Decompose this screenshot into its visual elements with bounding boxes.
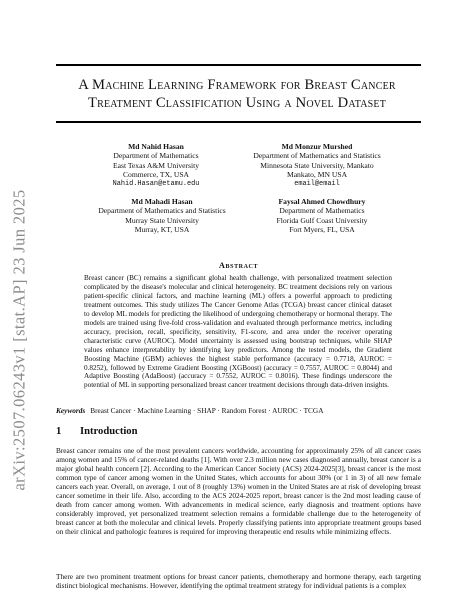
arxiv-identifier-stamp [2, 150, 38, 530]
author-affiliation-line: Murray State University [125, 215, 199, 225]
body-paragraph-2: There are two prominent treatment options for breast cancer patients, chemotherapy and hormone therapy, each targeting distinct biological mechanisms. However, identifying the optimal treatment strategy for individual patients is a complex [56, 572, 421, 591]
abstract-heading: Abstract [218, 261, 259, 270]
author-block-3 [77, 197, 247, 235]
section-number: 1 [56, 426, 62, 437]
arxiv-stamp-text: arXiv:2507.06243v1 [stat.AP] 23 Jun 2025 [10, 189, 30, 491]
keywords-label: Keywords [56, 406, 86, 415]
author-block-1 [71, 142, 241, 189]
body-paragraph-1: Breast cancer remains one of the most prevalent cancers worldwide, accounting for approximately 25% of all cancer cases among women and 15% of cancer-related deaths [1]. With over 2.3 million new cases diagnosed annually, breast cancer is a major global health concern [2]. According to the American Cancer Society (ACS) 2024-2025[3], breast cancer is the most common type of cancer among women in the United States, which accounts for about 30% (or 1 in 3) of all new female cancers each year. Overall, on average, 1 out of 8 (roughly 13%) women in the United States are at risk of developing breast cancer sometime in their life. Also, according to the ACS 2024-2025 report, breast cancer is the 2nd most leading cause of death from cancer among women. With advancements in medical science, early diagnosis and treatment options have considerably improved, yet personalized treatment selection remains a formidable challenge due to the heterogeneity of breast cancer at both the molecular and clinical levels. Properly classifying patients into appropriate treatment groups based on their clinical and pathologic features is required for improving therapeutic end results while minimizing effects. [56, 446, 421, 537]
author-affiliation-line: Department of Mathematics [279, 206, 365, 216]
author-affiliation-line: Department of Mathematics [113, 151, 199, 161]
keywords-line [56, 406, 421, 415]
title-line-1: A Machine Learning Framework for Breast Cancer [78, 77, 396, 93]
author-block-4 [237, 197, 407, 235]
author-affiliation-line: Department of Mathematics and Statistics [98, 206, 226, 216]
author-affiliation-line: Department of Mathematics and Statistics [253, 151, 381, 161]
title-top-rule [56, 64, 421, 66]
title-bottom-rule [56, 121, 421, 123]
section-title: Introduction [80, 426, 138, 437]
keywords-text: Breast Cancer · Machine Learning · SHAP · Random Forest · AUROC · TCGA [90, 406, 324, 415]
author-name: Faysal Ahmed Chowdhury [278, 197, 366, 206]
author-name: Md Monzur Murshed [281, 142, 353, 151]
abstract-text: Breast cancer (BC) remains a significant global health challenge, with personalized treatment selection complicated by the disease's molecular and clinical heterogeneity. BC treatment decisions rely on various patient-specific clinical factors, and machine learning (ML) offers a powerful approach to predicting treatment outcomes. This study utilizes The Cancer Genome Atlas (TCGA) breast cancer clinical dataset to develop ML models for predicting the likelihood of undergoing chemotherapy or hormonal therapy. The models are trained using five-fold cross-validation and evaluated through performance metrics, including accuracy, precision, recall, specificity, sensitivity, F1-score, and area under the receiver operating characteristic curve (AUROC). Model uncertainty is assessed using bootstrap techniques, while SHAP values enhance interpretability by identifying key predictors. Among the tested models, the Gradient Boosting Machine (GBM) achieves the highest stable performance (accuracy = 0.7718, AUROC = 0.8252), followed by Extreme Gradient Boosting (XGBoost) (accuracy = 0.7557, AUROC = 0.8044) and Adaptive Boosting (AdaBoost) (accuracy = 0.7552, AUROC = 0.8016). These findings underscore the potential of ML in supporting personalized breast cancer treatment decisions through data-driven insights. [84, 274, 392, 390]
author-name: Md Mahadi Hasan [131, 197, 193, 206]
author-affiliation-line: Murray, KT, USA [134, 225, 190, 235]
author-affiliation-line: Fort Myers, FL, USA [289, 225, 355, 235]
section-heading [56, 426, 421, 437]
author-affiliation-line: Commerce, TX, USA [122, 170, 190, 180]
author-email[interactable]: email@email [294, 179, 340, 188]
author-name: Md Nahid Hasan [128, 142, 184, 151]
author-block-2 [232, 142, 402, 189]
author-affiliation-line: Mankato, MN USA [286, 170, 348, 180]
author-affiliation-line: East Texas A&M University [112, 160, 199, 170]
title-line-2: Treatment Classification Using a Novel Dataset [87, 95, 386, 111]
author-affiliation-line: Minnesota State University, Mankato [260, 160, 374, 170]
author-email[interactable]: Nahid.Hasan@etamu.edu [112, 179, 200, 188]
paper-title [40, 76, 434, 112]
author-affiliation-line: Florida Gulf Coast University [276, 215, 368, 225]
